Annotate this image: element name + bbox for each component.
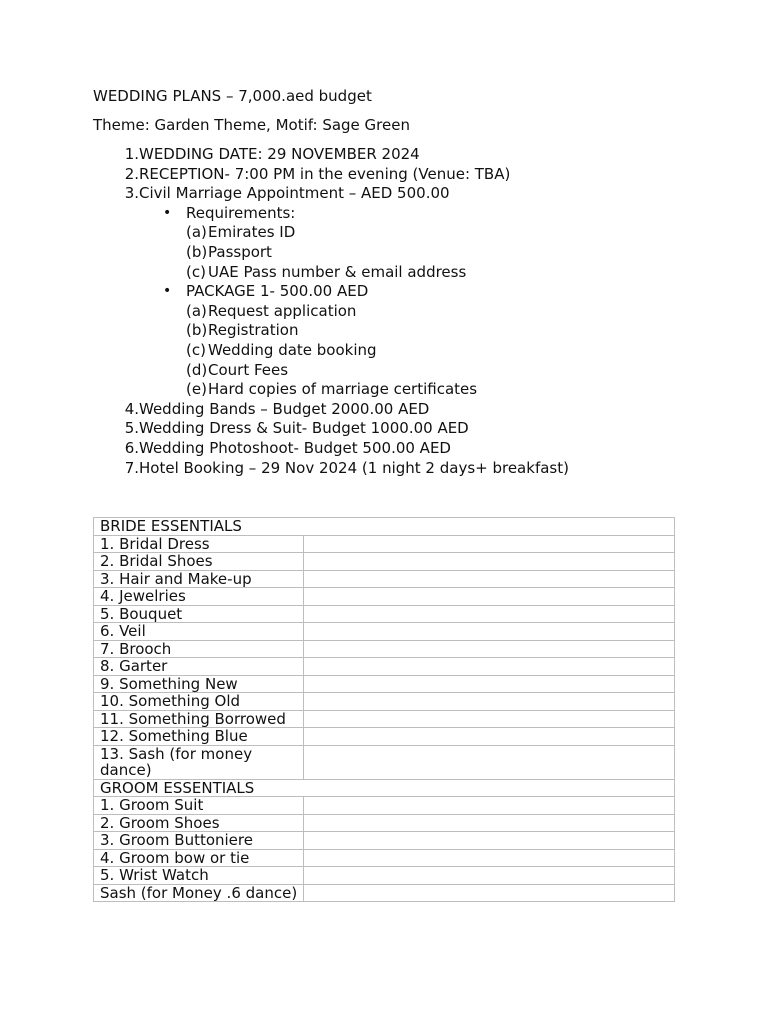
groom-essentials-header: GROOM ESSENTIALS: [94, 779, 675, 797]
table-row: 6. Veil: [94, 623, 675, 641]
sub-item: (b) Passport: [186, 242, 272, 261]
list-item: 1. WEDDING DATE: 29 NOVEMBER 2024: [124, 145, 420, 163]
table-row: 10. Something Old: [94, 693, 675, 711]
sub-item: (c) UAE Pass number & email address: [186, 262, 467, 281]
list-item: 5. Wedding Dress & Suit- Budget 1000.00 AED: [124, 419, 469, 438]
sub-item: (b) Registration: [186, 321, 299, 340]
sub-item: (c) Wedding date booking: [186, 340, 377, 359]
table-row: 4. Jewelries: [94, 588, 675, 606]
theme-line: Theme: Garden Theme, Motif: Sage Green: [93, 116, 410, 134]
sub-item: (a) Emirates ID: [186, 223, 296, 242]
document-title: WEDDING PLANS – 7,000.aed budget: [93, 87, 372, 105]
sub-item: (a) Request application: [186, 301, 357, 320]
table-row: 11. Something Borrowed: [94, 710, 675, 728]
bullet-item: • PACKAGE 1- 500.00 AED: [163, 282, 369, 301]
table-row: 1. Bridal Dress: [94, 535, 675, 553]
list-item: 3. Civil Marriage Appointment – AED 500.00: [124, 184, 450, 203]
table-row: 3. Hair and Make-up: [94, 570, 675, 588]
table-row: 5. Bouquet: [94, 605, 675, 623]
table-row: 8. Garter: [94, 658, 675, 676]
table-row: 12. Something Blue: [94, 728, 675, 746]
sub-item: (e) Hard copies of marriage certificates: [186, 380, 478, 399]
table-row: 9. Something New: [94, 675, 675, 693]
table-row: 7. Brooch: [94, 640, 675, 658]
table-section-header: [94, 779, 675, 797]
bride-essentials-header: BRIDE ESSENTIALS: [94, 518, 675, 536]
table-row: 3. Groom Buttoniere: [94, 832, 675, 850]
table-section-header: [94, 518, 675, 536]
essentials-table: [93, 517, 675, 902]
table-row: 13. Sash (for money dance): [94, 745, 675, 779]
table-row: 2. Bridal Shoes: [94, 553, 675, 571]
list-item: 7. Hotel Booking – 29 Nov 2024 (1 night 2 days+ breakfast): [124, 458, 569, 477]
list-item: 6. Wedding Photoshoot- Budget 500.00 AED: [124, 438, 451, 457]
list-item: 4. Wedding Bands – Budget 2000.00 AED: [124, 399, 430, 418]
sub-item: (d) Court Fees: [186, 360, 289, 379]
table-row: 1. Groom Suit: [94, 797, 675, 815]
table-row: 2. Groom Shoes: [94, 814, 675, 832]
bullet-item: • Requirements:: [163, 203, 296, 222]
table-row: Sash (for Money .6 dance): [94, 884, 675, 902]
list-item: 2. RECEPTION- 7:00 PM in the evening (Venue: TBA): [124, 164, 511, 183]
table-row: 5. Wrist Watch: [94, 867, 675, 885]
plan-list: [93, 145, 569, 478]
table-row: 4. Groom bow or tie: [94, 849, 675, 867]
